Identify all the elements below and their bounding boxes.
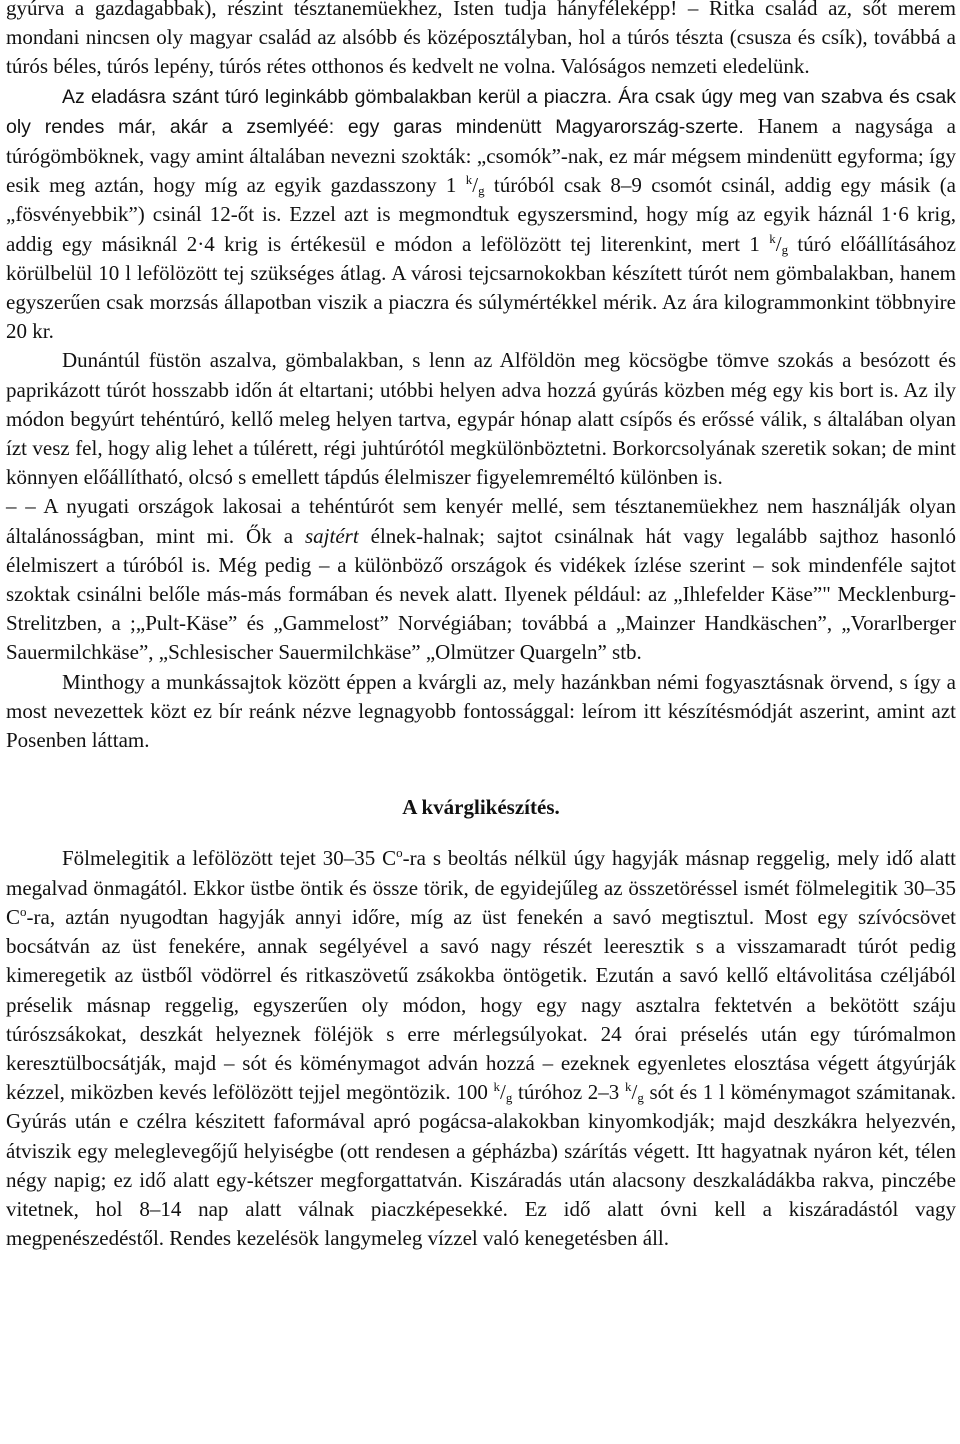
fraction-kg-3: $^k/_g$ [493, 1079, 513, 1106]
fraction-denominator: g [781, 241, 789, 257]
paragraph-2-text-b: Hanem a nagysága a túrógömböknek, vagy amint általában nevezni szokták: „csomók”-nak, ez már mégsem mindenütt egyforma; így esik meg aztán, hogy míg az egyik gazdasszony 1 [6, 113, 956, 198]
paragraph-2-text-c: túróból csak 8–9 csomót csinál, addig egy másik (a „fösvényebbik”) csinál 12-őt is. Ezzel azt is megmondtuk egyszersmind, hogy míg az egyik háznál 1·6 krig, addig egy másiknál 2·4 krig is értékesül e módon a lefölözött tej literenkint, mert 1 [6, 173, 957, 256]
fraction-denominator: g [505, 1090, 513, 1106]
fraction-numerator: k [493, 1079, 500, 1095]
paragraph-3-text: Dunántúl füstön aszalva, gömbalakban, s lenn az Alföldön meg köcsögbe tömve szokás a besózott és paprikázott túrót hosszabb időn át eltartani; utóbbi helyen adva hozzá gyúrás közben még egy kis bort is. Az ily módon begyúrt tehéntúró, kellő meleg helyen tartva, egypár hónap alatt csípős és erőssé válik, s általában olyan ízt vesz fel, hogy alig lehet a túlérett, régi juhtúrótól megkülönböztetni. Borkorcsolyának szeretik sokan; de mint könnyen előállítható, olcsó s emellett tápdús élelmiszer figyelemreméltó különben is. [6, 348, 956, 490]
paragraph-5 [6, 668, 956, 756]
paragraph-1-text-a: gyúrva a gazdagabbak), részint tésztanemüekhez, Isten tudja hányféleképp! [6, 0, 688, 20]
fraction-denominator: g [478, 183, 485, 199]
paragraph-2-text-d: túró előállításához körülbelül 10 l lefölözött tej szükséges átlag. A városi tejcsarnokokban készített túrót nem gömbalakban, hanem egyszerűen csak morzsás állapotban viszik a piaczra és súlymértékkel mérik. Az ára kilogrammonkint többnyire 20 kr. [6, 231, 956, 344]
paragraph-4-italic: sajtért [305, 523, 359, 548]
paragraph-6-text-b: -ra s beoltás nélkül úgy hagyják másnap reggelig, mely idő alatt megalvad önmagától. Ekkor üstbe öntik és össze törik, de egyidejűleg az összetöréssel ismét fölmelegitik 30–35 C [6, 846, 956, 929]
fraction-kg-2: $^k/_g$ [769, 230, 789, 257]
paragraph-4 [6, 492, 956, 667]
fraction-numerator: k [465, 172, 473, 188]
paragraph-6-text-c: -ra, aztán nyugodtan hagyják annyi időre, míg az üst fenekén a savó megtisztul. Most egy szívócsövet bocsátván az üst fenekére, annak segélyével a savó nagy részét leeresztik s a visszamaradt túrót pedig kimeregetik az üstből vödörrel és ritkaszövetű zsákokba öntögetik. Ezután a savó kellő eltávolitása czéljából préselik másnap reggelig, egyszerűen oly módon, hogy egy nagy asztalra fektetvén a bekötött száju túrószsákokat, deszkát helyeznek föléjök s erre mérlegsúlyokat. 24 órai préselés után egy túrómalmon keresztülbocsátják, majd – sót és köménymagot adván hozzá – ezeknek egyenletes elosztása végett átgyúrják kézzel, miközben kevés lefölözött tejjel megöntözik. 100 [6, 904, 956, 1105]
paragraph-5-text: Minthogy a munkássajtok között éppen a kvárgli az, mely hazánkban némi fogyasztásnak örvend, s így a most nevezettek közt ez bír reánk nézve legnagyobb fontossággal: leírom itt készítésmódját aszerint, amint azt Posenben láttam. [6, 669, 956, 753]
paragraph-1 [6, 0, 956, 82]
fraction-kg-4: $^k/_g$ [624, 1079, 644, 1106]
document-page [6, 0, 956, 1253]
paragraph-6 [6, 844, 956, 1253]
paragraph-2 [6, 82, 956, 347]
paragraph-6-text-e: sót és 1 l köménymagot számitanak. Gyúrás után e czélra készitett faformával apró pogácsa-alakokban kinyomkodják; majd deszkákra helyezvén, átviszik egy meleglevegőjű helyiségbe (ott rendesen a gépházba) szárítás végett. Itt hagyatnak nyáron két, télen négy napig; ez idő alatt egy-kétszer megforgattatván. Kiszáradás után alacsony deszkaládákba rakva, pinczébe vitetnek, hol 8–14 nap alatt válnak piaczképesekké. Ez idő alatt óvni kell a kiszáradástól vagy megpenészedéstől. Rendes kezelésök langymeleg vízzel való kenegetésben áll. [6, 1080, 956, 1251]
paragraph-2-text-a: Az eladásra szánt túró leginkább gömbalakban kerül a piaczra. Ára csak úgy meg van szabva és csak oly rendes már, akár a zsemlyéé: egy garas mindenütt Magyarország-szerte. [6, 85, 956, 138]
degree-mark-2: o [20, 903, 27, 919]
degree-mark-1: o [396, 845, 403, 861]
fraction-numerator: k [624, 1079, 632, 1095]
paragraph-3 [6, 346, 956, 492]
fraction-numerator: k [769, 230, 776, 246]
paragraph-4-text-b: élnek-halnak; sajtot csinálnak hát vagy legalább sajthoz hasonló élelmiszert a túróból is. Még pedig – a különböző országok és vidékek ízlése szerint – sok mindenféle sajtot szoktak csinálni belőle más-más formában és nevek alatt. Ilyenek például: az „Ihlefelder Käse”" Mecklenburg-Strelitzben, a ;„Pult-Käse” és „Gammelost” Norvégiában; továbbá a „Mainzer Handkäschen”, „Vorarlberger Sauermilchkäse”, „Schlesischer Sauermilchkäse” „Olmützer Quargeln” stb. [6, 523, 956, 665]
fraction-kg-1: $^k/_g$ [465, 172, 485, 199]
paragraph-6-text-d: túróhoz 2–3 [512, 1080, 625, 1105]
fraction-denominator: g [637, 1090, 644, 1106]
paragraph-4-text-a: – – A nyugati országok lakosai a tehéntúrót sem kenyér mellé, sem tésztanemüekhez nem használják olyan általánosságban, mint mi. Ők a [6, 494, 956, 548]
paragraph-1-text-b: – Ritka család az, sőt merem mondani nincsen oly magyar család az alsóbb és középosztályban, hol a túrós tészta (csusza és csík), továbbá a túrós béles, túrós lepény, túrós rétes otthonos és kedvelt ne volna. Valóságos nemzeti eledelünk. [6, 0, 957, 79]
section-heading: A kvárglikészítés. [402, 795, 560, 820]
paragraph-6-text-a: Fölmelegitik a lefölözött tejet 30–35 C [62, 846, 397, 871]
